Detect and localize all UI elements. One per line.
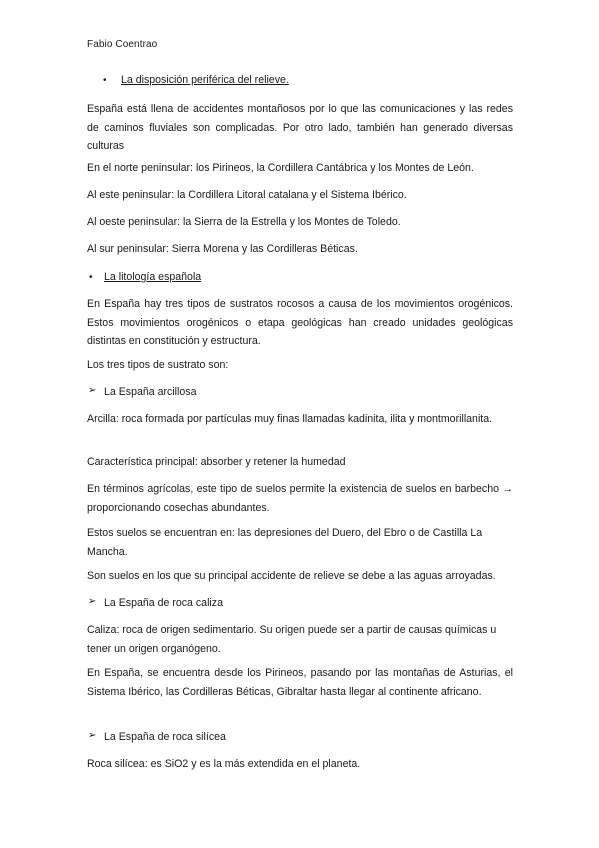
clay-definition-paragraph: Arcilla: roca formada por partículas muy finas llamadas kadinita, ilita y montmorillanita. [87,413,493,425]
three-types-paragraph: Los tres tipos de sustrato son: [87,359,229,371]
east-paragraph: Al este peninsular: la Cordillera Litoral catalana y el Sistema Ibérico. [87,189,407,201]
clay-relief-paragraph: Son suelos en los que su principal accidente de relieve se debe a las aguas arroyadas. [87,570,496,582]
bullet-dot-icon: • [89,272,93,283]
bullet-dot-icon: • [103,75,107,86]
arrow-bullet-icon: ➢ [88,596,97,607]
limestone-heading: La España de roca caliza [104,597,223,609]
arrow-bullet-icon: ➢ [88,730,97,741]
relief-heading: La disposición periférica del relieve. [121,74,289,86]
silica-heading: La España de roca silícea [104,731,226,743]
north-paragraph: En el norte peninsular: los Pirineos, la Cordillera Cantábrica y los Montes de León. [87,162,474,174]
clay-location-paragraph: Estos suelos se encuentran en: las depresiones del Duero, del Ebro o de Castilla La Mancha. [87,527,483,558]
litho-heading: La litología española [104,271,202,283]
limestone-location-paragraph: En España, se encuentra desde los Pirineos, pasando por las montañas de Asturias, el Sistema Ibérico, las Cordilleras Béticas, Gibraltar hasta llegar al continente africano. [87,667,513,698]
arrow-bullet-icon: ➢ [88,385,97,396]
author-header: Fabio Coentrao [87,39,158,50]
west-paragraph: Al oeste peninsular: la Sierra de la Estrella y los Montes de Toledo. [87,216,401,228]
south-paragraph: Al sur peninsular: Sierra Morena y las Cordilleras Béticas. [87,243,358,255]
silica-definition-paragraph: Roca silícea: es SiO2 y es la más extendida en el planeta. [87,758,361,770]
clay-heading: La España arcillosa [104,386,197,398]
clay-agriculture-paragraph: En términos agrícolas, este tipo de suelos permite la existencia de suelos en barbecho → proporcionando cosechas abundantes. [87,483,513,514]
litho-intro-paragraph: En España hay tres tipos de sustratos rocosos a causa de los movimientos orogénicos. Estos movimientos orogénicos o etapa geológicas han creado unidades geológicas distintas en constitución y estructura. [87,298,513,347]
relief-intro-paragraph: España está llena de accidentes montañosos por lo que las comunicaciones y las redes de caminos fluviales son complicadas. Por otro lado, también han generado diversas culturas [87,103,513,152]
limestone-definition-paragraph: Caliza: roca de origen sedimentario. Su origen puede ser a partir de causas químicas u tener un origen organógeno. [87,624,497,655]
clay-main-paragraph: Característica principal: absorber y retener la humedad [87,456,346,468]
